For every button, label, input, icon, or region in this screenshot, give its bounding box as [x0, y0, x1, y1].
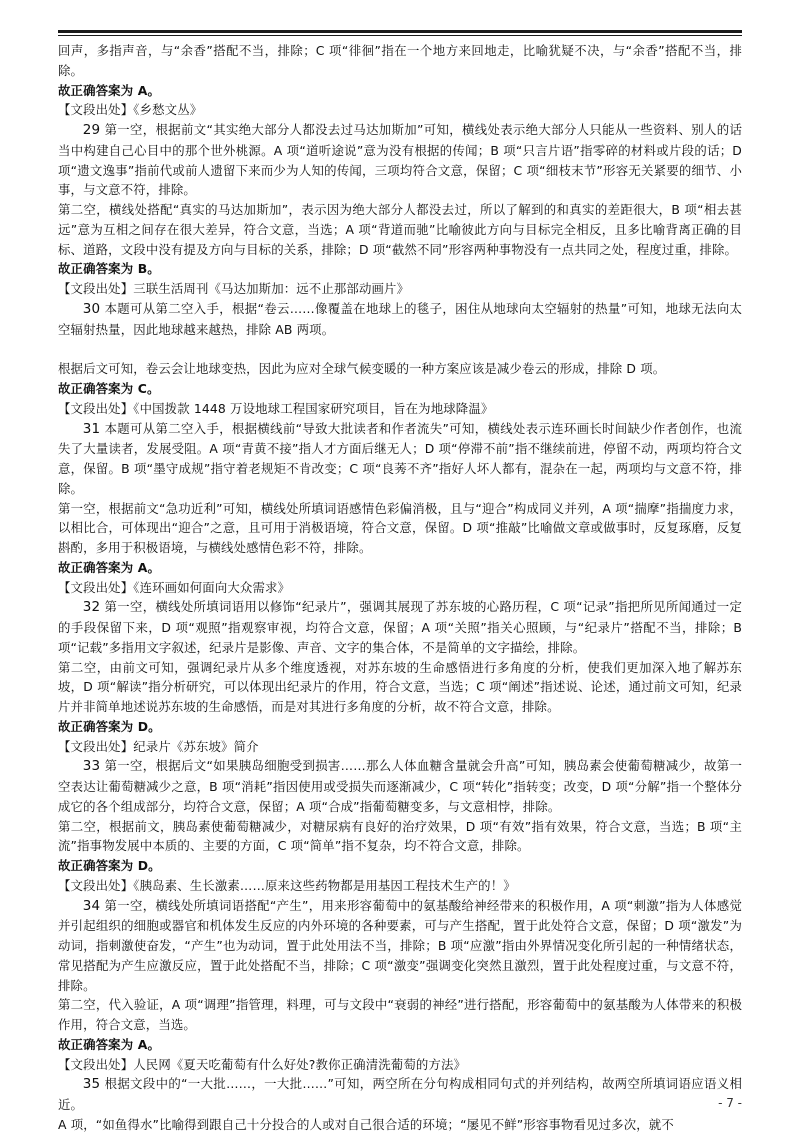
answer-line: 故正确答案为 A。 — [58, 1036, 160, 1052]
page-number: - 7 - — [718, 1096, 742, 1110]
source-citation: 【文段出处】《中国拨款 1448 万设地球工程国家研究项目，旨在为地球降温》 — [58, 400, 494, 416]
source-citation: 【文段出处】纪录片《苏东坡》简介 — [58, 738, 259, 754]
paragraph: 回声，多指声音，与“余香”搭配不当，排除；C 项“徘徊”指在一个地方来回地走，比喻犹疑不决，与“余香”搭配不当，排除。 — [58, 43, 742, 78]
answer-line: 故正确答案为 A。 — [58, 82, 160, 98]
answer-line: 故正确答案为 D。 — [58, 718, 161, 734]
question-explanation — [58, 299, 742, 340]
answer-line: 故正确答案为 D。 — [58, 858, 161, 873]
paragraph: 根据后文可知，卷云会让地球变热，因此为应对全球气候变暖的一种方案应该是减少卷云的形成，排除 D 项。 — [58, 361, 666, 377]
question-explanation — [58, 896, 742, 996]
paragraph: 第二空，横线处搭配“真实的马达加斯加”，表示因为绝大部分人都没去过，所以了解到的和真实的差距很大，B 项“相去甚远”意为互相之间存在很大差异，符合文意，当选；A 项“背道而驰”比喻彼此方向与目标完全相反，且多比喻背离正确的目标、道路，文段中没有提及方向与目标的关系，排除；D 项“截然不同”形容两种事物没有一点共同之处，程度过重，排除。 — [58, 202, 742, 257]
question-text: 第一空，根据前文“其实绝大部分人都没去过马达加斯加”可知，横线处表示绝大部分人只能从一些资料、别人的话当中构建自己心目中的那个世外桃源。A 项“道听途说”意为没有根据的传闻；B 项“只言片语”指零碎的材料或片段的话；D 项“遗文逸事”指前代或前人遗留下来而少为人知的传闻，三项均符合文意，保留；C 项“细枝末节”形容无关紧要的细节、小事，与文意不符，排除。 — [58, 122, 742, 198]
source-citation: 【文段出处】《胰岛素、生长激素……原来这些药物都是用基因工程技术生产的！》 — [58, 877, 516, 893]
header-rule-thick — [58, 30, 742, 33]
paragraph: 第一空，根据前文“急功近利”可知，横线处所填词语感情色彩偏消极，且与“迎合”构成同义并列，A 项“揣摩”指揣度力求，以相比合，可体现出“迎合”之意，且可用于消极语境，符合文意，保留。D 项“推敲”比喻做文章或做事时，反复琢磨，反复斟酌，多用于积极语境，与横线处感情色彩不符，排除。 — [58, 500, 742, 555]
question-text: 第一空，横线处所填词语搭配“产生”，用来形容葡萄中的氨基酸给神经带来的积极作用，A 项“刺激”指为人体感觉并引起组织的细胞或器官和机体发生反应的内外环境的各种要素，可与产生搭配，置于此处符合文意，保留；D 项“激发”为动词，指刺激使奋发，“产生”也为动词，置于此处用法不当，排除；B 项“应激”指由外界情况变化所引起的一种情绪状态，常见搭配为产生应激反应，置于此处搭配不当，排除；C 项“激变”强调变化突然且激烈，置于此处程度过重，与文意不符，排除。 — [58, 897, 742, 993]
paragraph: 第二空，代入验证，A 项“调理”指管理，料理，可与文段中“衰弱的神经”进行搭配，形容葡萄中的氨基酸为人体带来的积极作用，符合文意，当选。 — [58, 997, 742, 1032]
question-explanation — [58, 756, 742, 816]
answer-line: 故正确答案为 A。 — [58, 559, 160, 575]
answer-line: 故正确答案为 C。 — [58, 381, 160, 396]
blank-line — [58, 339, 742, 359]
question-number: 33 — [82, 758, 101, 775]
source-citation: 【文段出处】三联生活周刊《马达加斯加：远不止那部动画片》 — [58, 281, 410, 296]
question-number: 29 — [82, 122, 101, 138]
source-citation: 【文段出处】人民网《夏天吃葡萄有什么好处?教你正确清洗葡萄的方法》 — [58, 1056, 467, 1072]
question-number: 30 — [82, 300, 101, 317]
question-number: 31 — [82, 420, 101, 437]
question-text: 根据文段中的“一大批……，一大批……”可知，两空所在分句构成相同句式的并列结构，故两空所填词语应语义相近。 — [58, 1076, 742, 1112]
paragraph: A 项，“如鱼得水”比喻得到跟自己十分投合的人或对自己很合适的环境；“屡见不鲜”形容事物看见过多次，就不 — [58, 1116, 674, 1132]
answer-line: 故正确答案为 B。 — [58, 261, 160, 277]
question-number: 32 — [82, 599, 101, 616]
question-number: 35 — [82, 1076, 101, 1093]
question-explanation — [58, 120, 742, 200]
question-explanation — [58, 419, 742, 499]
question-number: 34 — [82, 897, 101, 914]
question-text: 第一空，根据后文“如果胰岛细胞受到损害……那么人体血糖含量就会升高”可知，胰岛素会使葡萄糖减少，故第一空表达让葡萄糖减少之意，B 项“消耗”指因使用或受损失而逐渐减少，C 项“转化”指转变；改变，D 项“分解”指一个整体分成它的各个组成部分，均符合文意，保留；A 项“合成”指葡萄糖变多，与文意相悖，排除。 — [58, 758, 742, 814]
paragraph: 第二空，根据前文，胰岛素使葡萄糖减少，对糖尿病有良好的治疗效果，D 项“有效”指有效果，符合文意，当选；B 项“主流”指事物发展中本质的、主要的方面，C 项“简单”指不复杂，均不符合文意，排除。 — [58, 818, 742, 854]
question-explanation — [58, 597, 742, 657]
question-text: 本题可从第二空入手，根据横线前“导致大批读者和作者流失”可知，横线处表示连环画长时间缺少作者创作，也流失了大量读者，发展受阻。A 项“青黄不接”指人才方面后继无人；D 项“停滞不前”指不继续前进，停留不动，两项均符合文意，保留。B 项“墨守成规”指守着老规矩不肯改变；C 项“良莠不齐”指好人坏人都有，混杂在一起，两项均与文意不符，排除。 — [58, 420, 742, 496]
question-text: 本题可从第二空入手，根据“卷云……像覆盖在地球上的毯子，困住从地球向太空辐射的热量”可知，地球无法向太空辐射热量，因此地球越来越热，排除 AB 两项。 — [58, 300, 742, 337]
question-text: 第一空，横线处所填词语用以修饰“纪录片”，强调其展现了苏东坡的心路历程，C 项“记录”指把所见所闻通过一定的手段保留下来，D 项“观照”指观察审视，均符合文意，保留；A 项“关照”指关心照顾，与“纪录片”搭配不当，排除；B 项“记载”多指用文字叙述，纪录片是影像、声音、文字的集合体，不是简单的文字描绘，排除。 — [58, 599, 742, 655]
document-body — [58, 41, 742, 1135]
source-citation: 【文段出处】《连环画如何面向大众需求》 — [58, 579, 291, 595]
question-explanation — [58, 1074, 742, 1115]
header-rule-thin — [58, 35, 742, 36]
paragraph: 第二空，由前文可知，强调纪录片从多个维度透视，对苏东坡的生命感悟进行多角度的分析，使我们更加深入地了解苏东坡，D 项“解读”指分析研究，可以体现出纪录片的作用，符合文意，当选；C 项“阐述”指述说、论述，通过前文可知，纪录片并非简单地述说苏东坡的生命感悟，而是对其进行多角度的分析，故不符合文意，排除。 — [58, 659, 742, 714]
source-citation: 【文段出处】《乡愁文丛》 — [58, 102, 203, 118]
